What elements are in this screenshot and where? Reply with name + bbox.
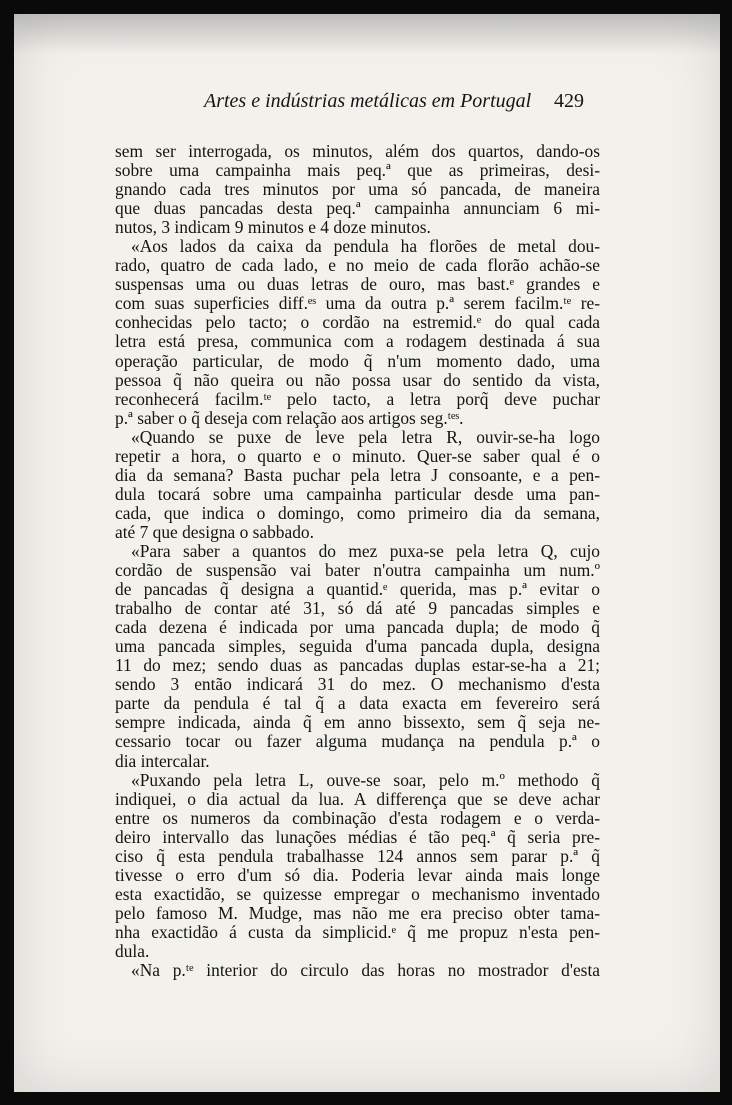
body-text (115, 142, 600, 980)
text-line: esta exactidão, se quizesse empregar o mechanismo inventado (115, 883, 600, 904)
text-line: sem ser interrogada, os minutos, além dos quartos, dando-os (115, 141, 600, 161)
text-line: sobre uma campainha mais peq.ª que as primeiras, desi- (115, 160, 600, 181)
text-line: trabalho de contar até 31, só dá até 9 pancadas simples e (115, 598, 600, 619)
page-number: 429 (554, 90, 584, 112)
text-line: dia intercalar. (115, 750, 210, 771)
text-line: tivesse o erro d'um só dia. Poderia levar ainda mais longe (115, 864, 600, 885)
running-title: Artes e indústrias metálicas em Portugal (204, 90, 532, 112)
text-line: que duas pancadas desta peq.ª campainha annunciam 6 mi- (115, 198, 600, 219)
text-line: sempre indicada, ainda q̃ em anno bissexto, sem q̃ seja ne- (115, 712, 600, 733)
text-line: indiquei, o dia actual da lua. A differença que se deve achar (115, 788, 600, 809)
text-line: pelo famoso M. Mudge, mas não me era preciso obter tama- (115, 902, 600, 923)
text-line: cordão de suspensão vai bater n'outra campainha um num.º (115, 560, 600, 581)
text-line: cada dezena é indicada por uma pancada dupla; de modo q̃ (115, 617, 600, 638)
text-line: sendo 3 então indicará 31 do mez. O mechanismo d'esta (115, 674, 600, 695)
text-line: «Na p.ᵗᵉ interior do circulo das horas no mostrador d'esta (131, 960, 600, 981)
text-line: entre os numeros da combinação d'esta rodagem e o verda- (115, 807, 600, 828)
text-line: nha exactidão á custa da simplicid.ᵉ q̃ me propuz n'esta pen- (115, 921, 600, 942)
text-line: 11 do mez; sendo duas as pancadas duplas estar-se-ha a 21; (115, 655, 600, 676)
text-line: deiro intervallo das lunações médias é tão peq.ª q̃ seria pre- (115, 826, 600, 847)
text-line: «Puxando pela letra L, ouve-se soar, pelo m.º methodo q̃ (131, 769, 600, 790)
text-line: dula tocará sobre uma campainha particular desde uma pan- (115, 483, 600, 504)
text-line: operação particular, de modo q̃ n'um momento dado, uma (115, 350, 600, 371)
text-line: gnando cada tres minutos por uma só pancada, de maneira (115, 179, 600, 200)
text-line: uma pancada simples, seguida d'uma pancada dupla, designa (115, 636, 600, 657)
text-line: cessario tocar ou fazer alguma mudança na pendula p.ª o (115, 731, 600, 752)
text-line: p.ª saber o q̃ deseja com relação aos artigos seg.ᵗᵉˢ. (115, 407, 464, 428)
text-line: dia da semana? Basta puchar pela letra J consoante, e a pen- (115, 464, 600, 485)
text-line: de pancadas q̃ designa a quantid.ᵉ querida, mas p.ª evitar o (115, 579, 600, 600)
text-line: repetir a hora, o quarto e o minuto. Quer-se saber qual é o (115, 445, 600, 466)
text-line: letra está presa, communica com a rodagem destinada á sua (115, 331, 600, 352)
text-line: ciso q̃ esta pendula trabalhasse 124 annos sem parar p.ª q̃ (115, 845, 600, 866)
text-line: cada, que indica o domingo, como primeiro dia da semana, (115, 502, 600, 523)
text-line: «Quando se puxe de leve pela letra R, ouvir-se-ha logo (131, 426, 600, 447)
text-line: nutos, 3 indicam 9 minutos e 4 doze minutos. (115, 217, 431, 238)
text-line: dula. (115, 940, 150, 961)
text-line: conhecidas pelo tacto; o cordão na estremid.ᵉ do qual cada (115, 312, 600, 333)
text-line: «Aos lados da caixa da pendula ha florões de metal dou- (131, 236, 600, 257)
page-header (14, 90, 720, 120)
text-line: rado, quatro de cada lado, e no meio de cada florão achão-se (115, 255, 600, 276)
text-line: suspensas uma ou duas letras de ouro, mas bast.ᵉ grandes e (115, 274, 600, 295)
text-line: reconhecerá facilm.ᵗᵉ pelo tacto, a letra porq̃ deve puchar (115, 388, 600, 409)
text-line: parte da pendula é tal q̃ a data exacta em fevereiro será (115, 693, 600, 714)
book-page (14, 14, 720, 1092)
text-line: «Para saber a quantos do mez puxa-se pela letra Q, cujo (131, 540, 600, 561)
text-line: com suas superficies diff.ᵉˢ uma da outra p.ª serem facilm.ᵗᵉ re- (115, 293, 600, 314)
text-line: até 7 que designa o sabbado. (115, 521, 314, 542)
text-line: pessoa q̃ não queira ou não possa usar do sentido da vista, (115, 369, 600, 390)
